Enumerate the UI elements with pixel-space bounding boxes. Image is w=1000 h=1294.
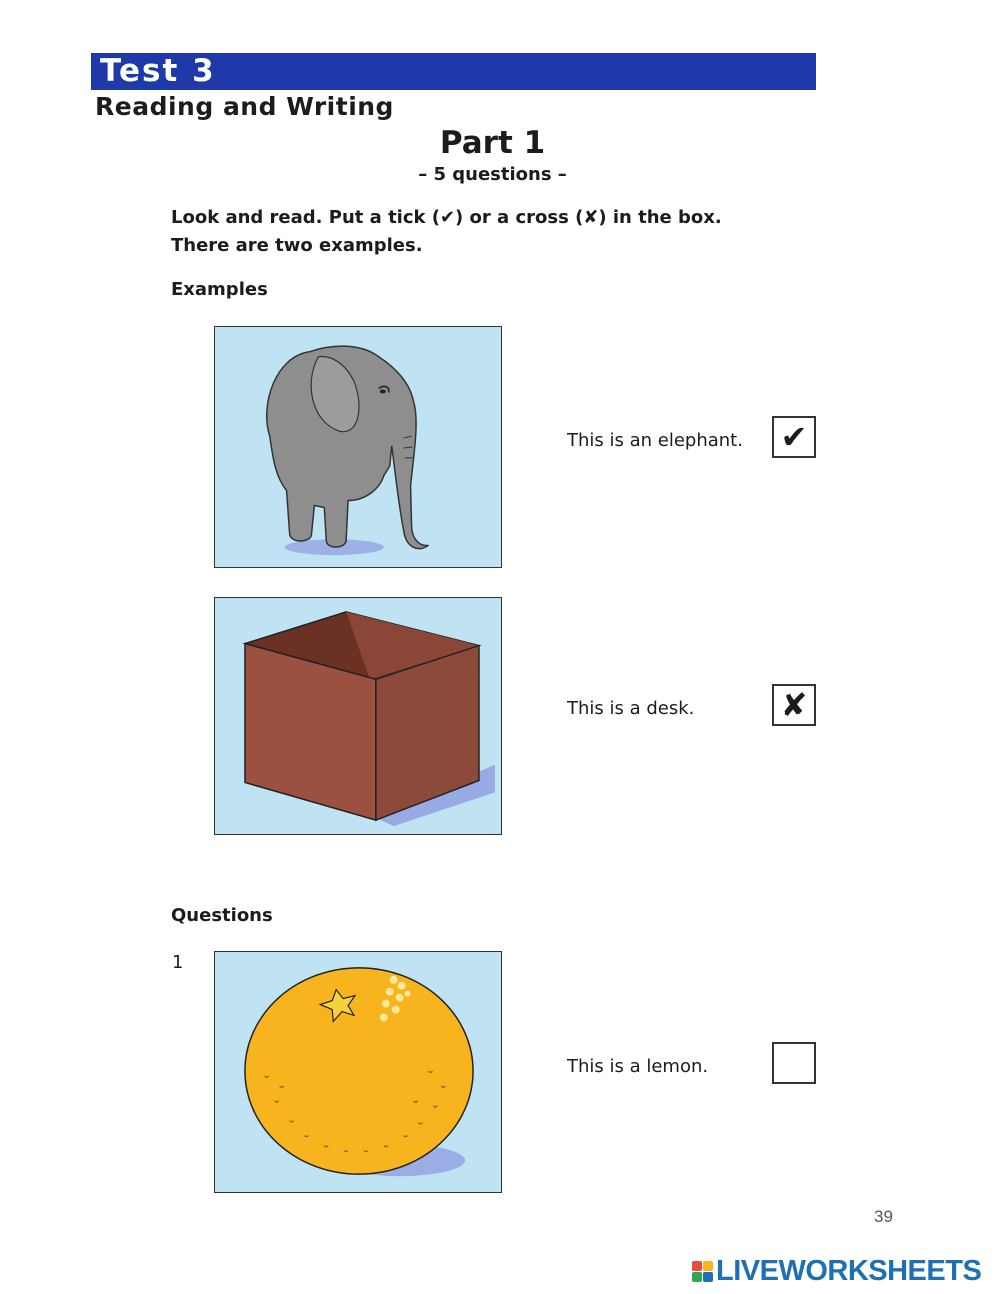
box-illustration xyxy=(215,598,501,834)
part-subtitle: – 5 questions – xyxy=(418,164,567,185)
examples-label: Examples xyxy=(171,279,268,300)
example-2-sentence: This is a desk. xyxy=(567,698,695,719)
orange-picture xyxy=(214,951,502,1193)
example-2-answer-box: ✘ xyxy=(772,684,816,726)
elephant-illustration xyxy=(215,327,501,567)
liveworksheets-logo xyxy=(692,1256,981,1286)
box-picture xyxy=(214,597,502,835)
part-title: Part 1 xyxy=(439,125,546,161)
section-title: Reading and Writing xyxy=(95,92,394,121)
page-number: 39 xyxy=(874,1207,893,1226)
instruction-line-1: Look and read. Put a tick (✔) or a cross (✘) in the box. xyxy=(171,207,722,228)
test-banner xyxy=(91,53,816,90)
example-1-answer-box: ✔ xyxy=(772,416,816,458)
questions-label: Questions xyxy=(171,905,273,926)
question-1-sentence: This is a lemon. xyxy=(567,1056,709,1077)
question-1-number: 1 xyxy=(172,952,184,973)
question-1-answer-box[interactable] xyxy=(772,1042,816,1084)
logo-icon xyxy=(692,1261,713,1282)
example-1-sentence: This is an elephant. xyxy=(567,430,743,451)
orange-illustration xyxy=(215,952,501,1192)
logo-text: LIVEWORKSHEETS xyxy=(716,1254,982,1287)
instruction-line-2: There are two examples. xyxy=(171,235,423,256)
elephant-picture xyxy=(214,326,502,568)
test-title: Test 3 xyxy=(100,53,216,89)
